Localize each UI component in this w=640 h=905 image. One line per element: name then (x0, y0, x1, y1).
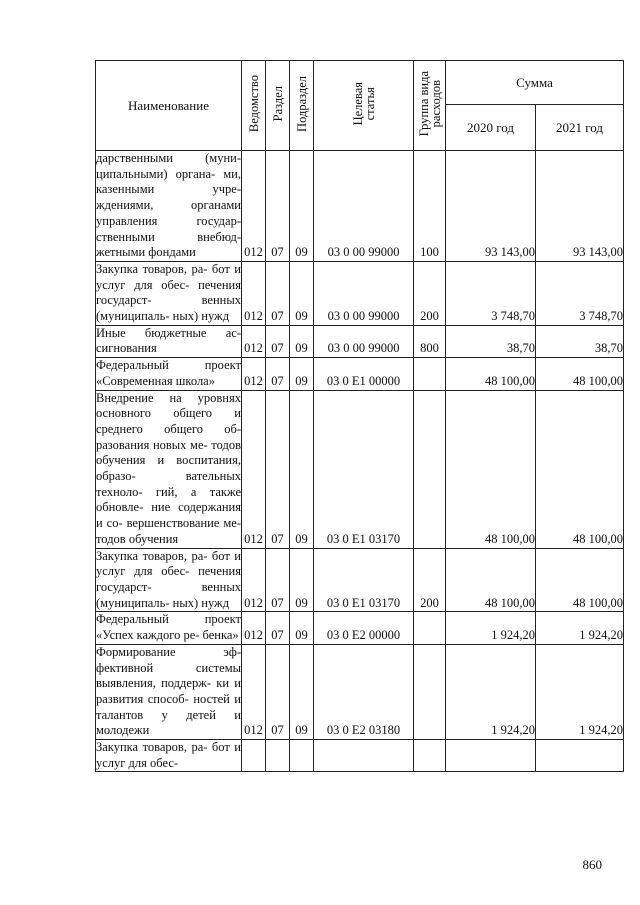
row-article: 03 0 E1 03170 (314, 390, 414, 548)
header-target-article: Целевая статья (314, 61, 414, 151)
row-article: 03 0 00 99000 (314, 325, 414, 357)
row-name: Закупка товаров, ра- бот и услуг для обес- (96, 740, 242, 772)
header-year-2020: 2020 год (446, 105, 536, 151)
row-subsection: 09 (290, 325, 314, 357)
header-department: Ведомство (242, 61, 266, 151)
row-sum-2021: 48 100,00 (536, 390, 624, 548)
header-year-2021: 2021 год (536, 105, 624, 151)
row-group: 200 (414, 261, 446, 325)
row-sum-2020: 48 100,00 (446, 358, 536, 390)
row-article: 03 0 00 99000 (314, 261, 414, 325)
row-article (314, 740, 414, 772)
table-row (96, 548, 624, 612)
row-dept: 012 (242, 612, 266, 644)
row-subsection: 09 (290, 390, 314, 548)
table-row (96, 358, 624, 390)
header-sum: Сумма (446, 61, 624, 105)
row-dept: 012 (242, 261, 266, 325)
table-row (96, 325, 624, 357)
row-article: 03 0 E1 00000 (314, 358, 414, 390)
row-name: Иные бюджетные ас- сигнования (96, 325, 242, 357)
row-sum-2021: 48 100,00 (536, 358, 624, 390)
row-sum-2021: 38,70 (536, 325, 624, 357)
row-name: Закупка товаров, ра- бот и услуг для обес- печения государст- венных (муниципаль- ных) нужд (96, 548, 242, 612)
row-section: 07 (266, 644, 290, 739)
table-row (96, 644, 624, 739)
row-sum-2021: 1 924,20 (536, 644, 624, 739)
row-dept: 012 (242, 325, 266, 357)
row-section: 07 (266, 548, 290, 612)
row-subsection: 09 (290, 548, 314, 612)
row-subsection: 09 (290, 151, 314, 262)
row-sum-2020: 1 924,20 (446, 644, 536, 739)
row-subsection: 09 (290, 261, 314, 325)
row-section: 07 (266, 151, 290, 262)
row-subsection (290, 740, 314, 772)
row-sum-2020: 1 924,20 (446, 612, 536, 644)
row-dept: 012 (242, 548, 266, 612)
row-subsection: 09 (290, 644, 314, 739)
row-article: 03 0 E1 03170 (314, 548, 414, 612)
header-expense-group: Группа вида расходов (414, 61, 446, 151)
row-group: 200 (414, 548, 446, 612)
row-group (414, 644, 446, 739)
row-sum-2020: 93 143,00 (446, 151, 536, 262)
row-name: Федеральный проект «Современная школа» (96, 358, 242, 390)
row-article: 03 0 E2 00000 (314, 612, 414, 644)
row-section: 07 (266, 358, 290, 390)
header-name: Наименование (96, 61, 242, 151)
row-section: 07 (266, 390, 290, 548)
row-sum-2020: 48 100,00 (446, 390, 536, 548)
table-row (96, 612, 624, 644)
row-article: 03 0 00 99000 (314, 151, 414, 262)
row-article: 03 0 E2 03180 (314, 644, 414, 739)
page-number: 860 (582, 857, 602, 872)
row-group (414, 612, 446, 644)
row-group (414, 390, 446, 548)
row-name: Формирование эф- фективной системы выявления, поддерж- ки и развития способ- ностей и талантов у детей и молодежи (96, 644, 242, 739)
row-section (266, 740, 290, 772)
row-dept: 012 (242, 151, 266, 262)
row-sum-2020: 38,70 (446, 325, 536, 357)
row-dept: 012 (242, 358, 266, 390)
row-subsection: 09 (290, 358, 314, 390)
table-row (96, 151, 624, 262)
header-subsection: Подраздел (290, 61, 314, 151)
row-name: Закупка товаров, ра- бот и услуг для обес- печения государст- венных (муниципаль- ных) нужд (96, 261, 242, 325)
row-dept: 012 (242, 390, 266, 548)
row-dept (242, 740, 266, 772)
table-row (96, 740, 624, 772)
row-name: дарственными (муни- ципальными) органа- ми, казенными учре- ждениями, органами управления государ- ственными внебюд- жетными фондами (96, 151, 242, 262)
row-section: 07 (266, 612, 290, 644)
row-sum-2021: 1 924,20 (536, 612, 624, 644)
row-name: Внедрение на уровнях основного общего и среднего общего об- разования новых ме- тодов обучения и воспитания, образо- вательных техноло- гий, а также обновле- ние содержания и со- вершенствование ме- тодов обучения (96, 390, 242, 548)
row-group: 100 (414, 151, 446, 262)
row-section: 07 (266, 325, 290, 357)
row-name: Федеральный проект «Успех каждого ре- бенка» (96, 612, 242, 644)
row-sum-2020: 48 100,00 (446, 548, 536, 612)
row-section: 07 (266, 261, 290, 325)
row-sum-2020 (446, 740, 536, 772)
table-row (96, 390, 624, 548)
row-sum-2021: 93 143,00 (536, 151, 624, 262)
row-sum-2021: 48 100,00 (536, 548, 624, 612)
row-sum-2020: 3 748,70 (446, 261, 536, 325)
row-sum-2021 (536, 740, 624, 772)
row-group (414, 358, 446, 390)
row-sum-2021: 3 748,70 (536, 261, 624, 325)
row-dept: 012 (242, 644, 266, 739)
row-group (414, 740, 446, 772)
row-subsection: 09 (290, 612, 314, 644)
table-row (96, 261, 624, 325)
budget-table (95, 60, 624, 772)
row-group: 800 (414, 325, 446, 357)
header-section: Раздел (266, 61, 290, 151)
